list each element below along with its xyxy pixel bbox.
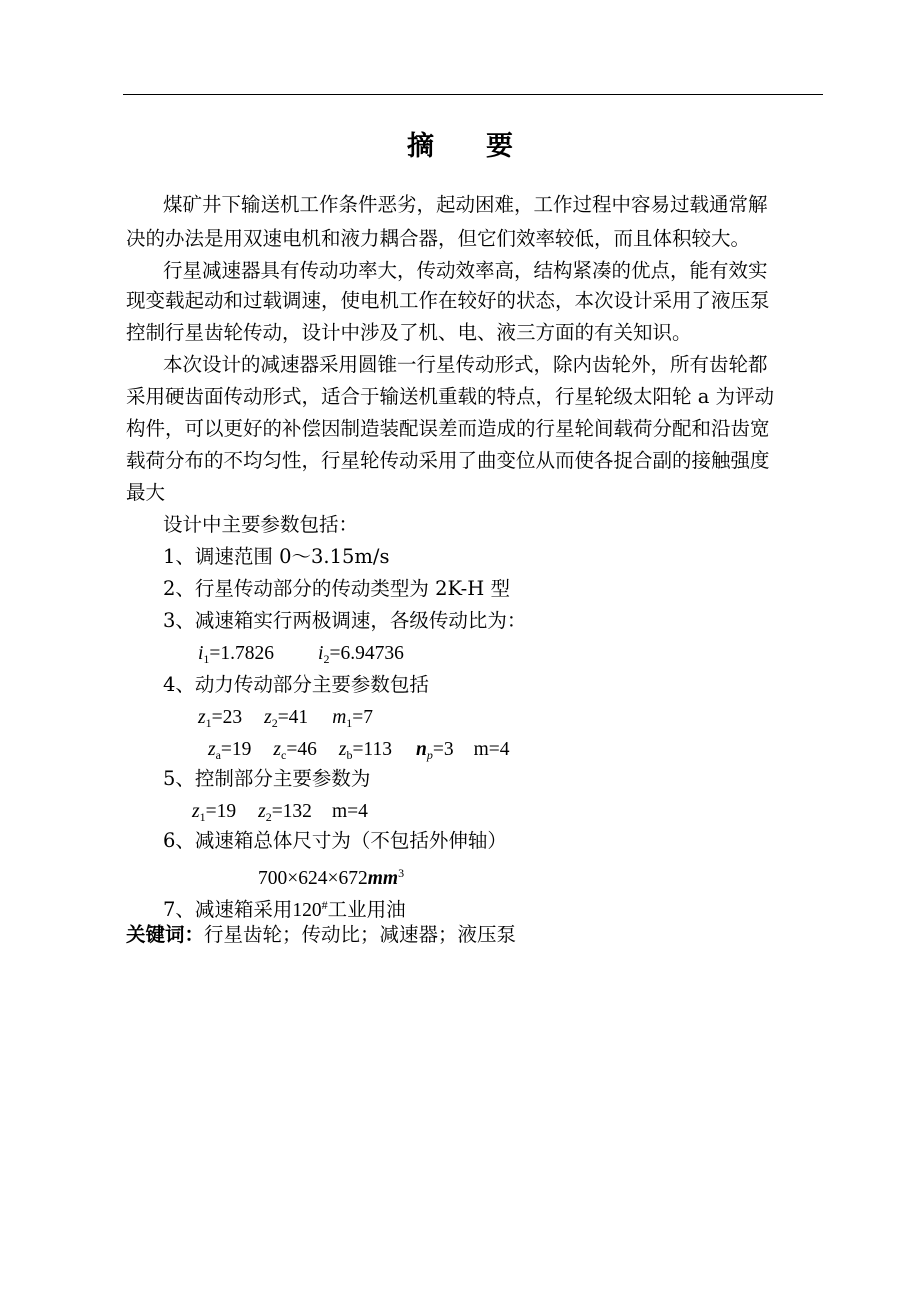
i1-symbol: i <box>198 643 204 664</box>
cz1-value: =19 <box>205 801 237 822</box>
item7-grade-mark: # <box>321 898 328 912</box>
paragraph-3-line-4: 载荷分布的不均匀性，行星轮传动采用了曲变位从而使各捉合副的接触强度 <box>126 449 770 472</box>
cz2-symbol: z <box>258 801 266 822</box>
ratio-line <box>198 640 404 672</box>
z1-subscript: 1 <box>205 716 212 730</box>
paragraph-2-line-1: 行星减速器具有传动功率大，传动效率高，结构紧凑的优点，能有效实 <box>163 259 768 282</box>
paragraph-1-line-2: 决的办法是用双速电机和液力耦合器，但它们效率较低，而且体积较大。 <box>126 227 751 250</box>
zc-value: =46 <box>286 739 317 760</box>
paragraph-2-line-2: 现变载起动和过载调速，使电机工作在较好的状态，本次设计采用了液压泵 <box>126 289 770 312</box>
keywords-line <box>126 922 516 948</box>
cz1-subscript: 1 <box>199 810 206 824</box>
item7-suffix: 工业用油 <box>327 898 406 921</box>
gear-params-line-1 <box>198 704 373 736</box>
i2-symbol: i <box>318 643 324 664</box>
dimensions-value: 700×624×672 <box>258 868 368 889</box>
m1-symbol: m <box>332 707 347 728</box>
paragraph-3-line-2: 采用硬齿面传动形式，适合于输送机重载的特点，行星轮级太阳轮 a 为评动 <box>126 385 775 408</box>
control-params-line <box>192 798 368 830</box>
page-title <box>0 124 920 163</box>
paragraph-3-line-3: 构件，可以更好的补偿因制造装配误差而造成的行星轮间载荷分配和沿齿宽 <box>126 417 770 440</box>
dimensions-exponent: 3 <box>398 866 405 880</box>
np-symbol: n <box>415 739 427 760</box>
z2-symbol: z <box>264 707 272 728</box>
zb-symbol: z <box>338 739 347 760</box>
paragraph-1-line-1: 煤矿井下输送机工作条件恶劣，起动困难，工作过程中容易过载通常解 <box>163 193 768 216</box>
title-char-2: 要 <box>486 131 513 162</box>
zc-subscript: c <box>281 748 287 762</box>
dimensions-unit: mm <box>367 868 399 889</box>
param-item-2: 2、行星传动部分的传动类型为 2K-H 型 <box>163 577 510 600</box>
param-item-1: 1、调速范围 0～3.15m/s <box>163 545 390 568</box>
za-symbol: z <box>208 739 216 760</box>
paragraph-2-line-3: 控制行星齿轮传动，设计中涉及了机、电、液三方面的有关知识。 <box>126 321 692 344</box>
param-item-6: 6、减速箱总体尺寸为（不包括外伸轴） <box>163 829 507 852</box>
module-value-4: m=4 <box>473 739 510 760</box>
cz2-subscript: 2 <box>265 810 272 824</box>
keywords-text: 行星齿轮；传动比；减速器；液压泵 <box>204 923 517 946</box>
zc-symbol: z <box>273 739 282 760</box>
za-value: =19 <box>220 739 252 760</box>
keywords-label: 关键词： <box>126 923 205 946</box>
module-value-5: m=4 <box>331 801 368 822</box>
param-item-3: 3、减速箱实行两极调速，各级传动比为： <box>163 609 527 632</box>
param-item-4: 4、动力传动部分主要参数包括 <box>163 673 429 696</box>
item7-prefix: 7、减速箱采用 <box>163 898 293 921</box>
cz2-value: =132 <box>271 801 312 822</box>
item7-oil-grade: 120 <box>292 900 322 921</box>
i2-subscript: 2 <box>323 652 330 666</box>
za-subscript: a <box>215 748 221 762</box>
np-subscript: p <box>426 748 433 762</box>
param-item-5: 5、控制部分主要参数为 <box>163 767 371 790</box>
zb-value: =113 <box>352 739 392 760</box>
cz1-symbol: z <box>192 801 200 822</box>
i1-value: =1.7826 <box>209 643 275 664</box>
param-item-7 <box>163 892 406 924</box>
params-intro: 设计中主要参数包括： <box>163 513 359 536</box>
z1-symbol: z <box>198 707 206 728</box>
gear-params-line-2 <box>208 736 510 768</box>
m1-value: =7 <box>352 707 374 728</box>
header-rule <box>123 94 823 95</box>
i2-value: =6.94736 <box>329 643 404 664</box>
np-value: =3 <box>432 739 454 760</box>
dimensions-line <box>258 860 404 892</box>
zb-subscript: b <box>346 748 353 762</box>
z2-value: =41 <box>277 707 309 728</box>
paragraph-3-line-5: 最大 <box>126 481 166 504</box>
z1-value: =23 <box>211 707 243 728</box>
m1-subscript: 1 <box>346 716 353 730</box>
i1-subscript: 1 <box>203 652 210 666</box>
paragraph-3-line-1: 本次设计的减速器采用圆锥一行星传动形式，除内齿轮外，所有齿轮都 <box>163 353 768 376</box>
title-char-1: 摘 <box>407 131 434 162</box>
z2-subscript: 2 <box>271 716 278 730</box>
